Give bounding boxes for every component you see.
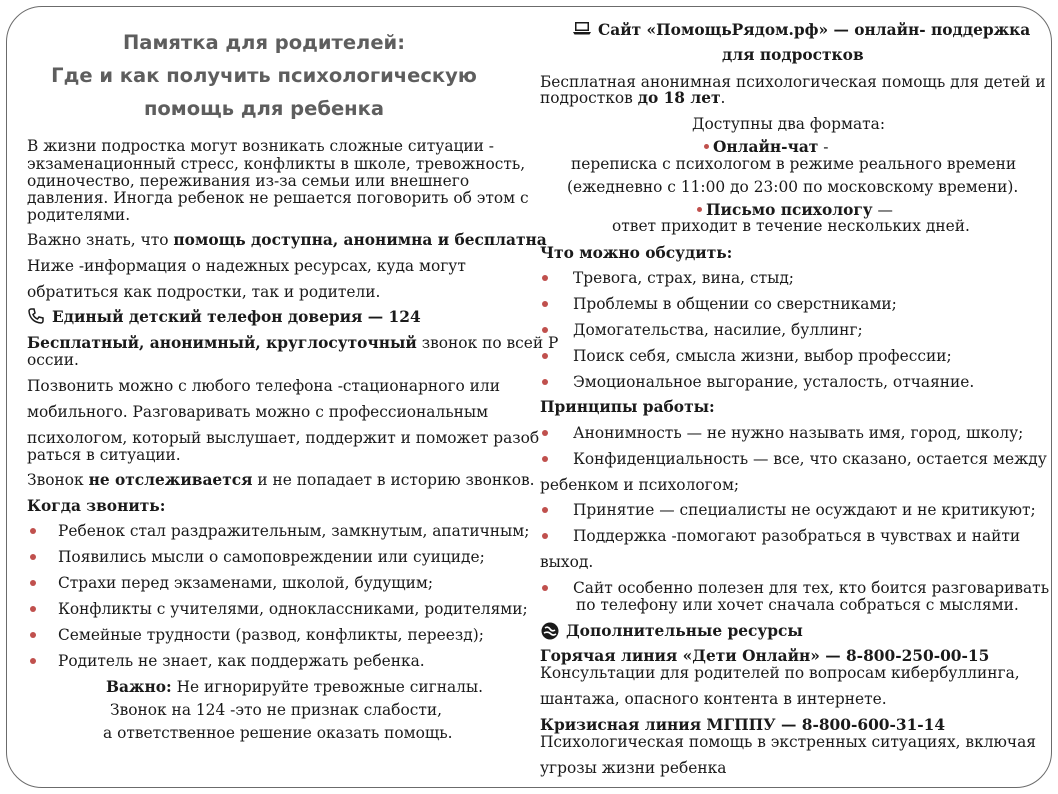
bullet-dot bbox=[542, 275, 548, 281]
site-desc-line-2 bbox=[540, 89, 725, 107]
bullet-dot bbox=[30, 658, 36, 664]
bullet-dot bbox=[30, 632, 36, 638]
important-prefix: Важно знать, что bbox=[27, 231, 174, 249]
intro-line-3: одиночество, переживания из-за семьи или внешнего bbox=[27, 172, 470, 190]
bullet-dot bbox=[542, 430, 548, 436]
chat-title bbox=[713, 138, 828, 156]
chat-line-1: переписка с психологом в режиме реального времени bbox=[571, 155, 1017, 173]
site-title-line-1: Сайт «ПомощьРядом.рф» — онлайн- поддержка bbox=[598, 21, 1031, 39]
site-desc-bold: до 18 лет bbox=[637, 89, 721, 107]
intro-line-1: В жизни подростка могут возникать сложные ситуации - bbox=[27, 137, 495, 155]
extra-line-2-desc-2: угрозы жизни ребенка bbox=[540, 759, 727, 777]
title-line-2: Где и как получить психологическую bbox=[51, 64, 477, 87]
list-item: Эмоциональное выгорание, усталость, отчаяние. bbox=[573, 373, 975, 391]
list-item: Поиск себя, смысла жизни, выбор профессии; bbox=[573, 347, 952, 365]
important-bold: помощь доступна, анонимна и бесплатна bbox=[173, 231, 547, 249]
formats-label: Доступны два формата: bbox=[692, 115, 886, 133]
chat-dash: - bbox=[818, 138, 829, 156]
principles-heading: Принципы работы: bbox=[540, 398, 715, 416]
extra-line-1-desc-1: Консультации для родителей по вопросам кибербуллинга, bbox=[540, 664, 1020, 682]
bullet-dot bbox=[30, 580, 36, 586]
list-item-continuation: ребенком и психологом; bbox=[540, 476, 740, 494]
letter-title-bold: Письмо психологу bbox=[706, 201, 873, 219]
intro-line-2: экзаменационный стресс, конфликты в школе, тревожность, bbox=[27, 155, 526, 173]
bullet-dot bbox=[30, 554, 36, 560]
hotline-title: Единый детский телефон доверия — 124 bbox=[52, 308, 421, 326]
bullet-dot bbox=[542, 533, 548, 539]
resources-intro-line-2: обратиться как подростки, так и родители. bbox=[27, 283, 381, 301]
site-desc-prefix: подростков bbox=[540, 89, 638, 107]
hotline-call-line-3: психологом, который выслушает, поддержит и поможет разоб bbox=[27, 429, 540, 447]
extra-line-1-desc-2: шантажа, опасного контента в интернете. bbox=[540, 690, 887, 708]
when-call-heading: Когда звонить: bbox=[27, 497, 166, 515]
letter-dash: — bbox=[872, 201, 893, 219]
chat-title-bold: Онлайн-чат bbox=[713, 138, 819, 156]
list-item: Появились мысли о самоповреждении или суициде; bbox=[58, 548, 485, 566]
track-prefix: Звонок bbox=[27, 471, 89, 489]
important-note bbox=[27, 231, 547, 249]
bullet-dot bbox=[30, 528, 36, 534]
extra-line-2-title: Кризисная линия МГППУ — 8-800-600-31-14 bbox=[540, 716, 946, 734]
list-item: Проблемы в общении со сверстниками; bbox=[573, 295, 897, 313]
note-line-1-rest: Не игнорируйте тревожные сигналы. bbox=[171, 678, 484, 696]
extra-line-1-title: Горячая линия «Дети Онлайн» — 8-800-250-00-15 bbox=[540, 647, 990, 665]
site-title-line-2: для подростков bbox=[722, 46, 864, 64]
list-item: Родитель не знает, как поддержать ребенка. bbox=[58, 652, 425, 670]
track-bold: не отслеживается bbox=[88, 471, 253, 489]
laptop-icon bbox=[572, 20, 592, 40]
list-item: Тревога, страх, вина, стыд; bbox=[573, 269, 794, 287]
bullet-dot bbox=[542, 327, 548, 333]
hotline-desc bbox=[27, 334, 558, 352]
letter-line-1: ответ приходит в течение нескольких дней. bbox=[612, 217, 970, 235]
chat-line-2: (ежедневно с 11:00 до 23:00 по московскому времени). bbox=[567, 178, 1019, 196]
bullet-dot bbox=[542, 379, 548, 385]
hotline-desc-line-2: оссии. bbox=[27, 351, 79, 369]
hotline-call-line-4: раться в ситуации. bbox=[27, 446, 181, 464]
resources-intro-line-1: Ниже -информация о надежных ресурсах, куда могут bbox=[27, 257, 466, 275]
extra-heading: Дополнительные ресурсы bbox=[566, 622, 803, 640]
intro-line-5: родителями. bbox=[27, 206, 131, 224]
bullet-dot bbox=[542, 456, 548, 462]
hotline-call-line-1: Позвонить можно с любого телефона -стационарного или bbox=[27, 377, 500, 395]
bullet-dot bbox=[542, 301, 548, 307]
track-rest: и не попадает в историю звонков. bbox=[252, 471, 535, 489]
note-line-2: Звонок на 124 -это не признак слабости, bbox=[110, 701, 442, 719]
list-item-continuation: выход. bbox=[540, 553, 594, 571]
intro-line-4: давления. Иногда ребенок не решается поговорить об этом с bbox=[27, 189, 529, 207]
hotline-desc-bold: Бесплатный, анонимный, круглосуточный bbox=[27, 334, 417, 352]
site-desc-end: . bbox=[720, 89, 726, 107]
list-item: Принятие — специалисты не осуждают и не критикуют; bbox=[573, 501, 1036, 519]
hotline-call-line-2: мобильного. Разговаривать можно с профессиональным bbox=[27, 403, 489, 421]
note-line-1 bbox=[106, 678, 483, 696]
phone-icon bbox=[27, 307, 45, 329]
note-bold: Важно: bbox=[106, 678, 172, 696]
list-item: Страхи перед экзаменами, школой, будущим; bbox=[58, 574, 434, 592]
bullet-dot bbox=[542, 585, 548, 591]
hotline-desc-rest: звонок по всей Р bbox=[416, 334, 559, 352]
note-line-3: а ответственное решение оказать помощь. bbox=[103, 724, 453, 742]
list-item: Ребенок стал раздражительным, замкнутым, апатичным; bbox=[58, 522, 530, 540]
page-title bbox=[50, 26, 478, 125]
list-item: Конфликты с учителями, одноклассниками, родителями; bbox=[58, 600, 528, 618]
list-item: Домогательства, насилие, буллинг; bbox=[573, 321, 863, 339]
title-line-3: помощь для ребенка bbox=[143, 97, 385, 120]
bullet-dot bbox=[30, 606, 36, 612]
list-item: Конфиденциальность — все, что сказано, остается между bbox=[573, 450, 1047, 468]
list-item: Сайт особенно полезен для тех, кто боится разговаривать bbox=[573, 579, 1050, 597]
title-line-1: Памятка для родителей: bbox=[122, 31, 406, 54]
bullet-dot bbox=[542, 507, 548, 513]
list-item: Семейные трудности (развод, конфликты, переезд); bbox=[58, 626, 484, 644]
list-item: Поддержка -помогают разобраться в чувствах и найти bbox=[573, 527, 1021, 545]
extra-line-2-desc-1: Психологическая помощь в экстренных ситуациях, включая bbox=[540, 733, 1036, 751]
hotline-track bbox=[27, 471, 535, 489]
bullet-dot bbox=[704, 144, 709, 149]
list-item-continuation: по телефону или хочет сначала собраться с мыслями. bbox=[576, 596, 1019, 614]
site-desc-line-1: Бесплатная анонимная психологическая помощь для детей и bbox=[540, 73, 1046, 91]
discuss-heading: Что можно обсудить: bbox=[540, 244, 733, 262]
bullet-dot bbox=[697, 207, 702, 212]
bullet-dot bbox=[542, 353, 548, 359]
globe-icon bbox=[540, 621, 560, 645]
list-item: Анонимность — не нужно называть имя, город, школу; bbox=[573, 424, 1024, 442]
